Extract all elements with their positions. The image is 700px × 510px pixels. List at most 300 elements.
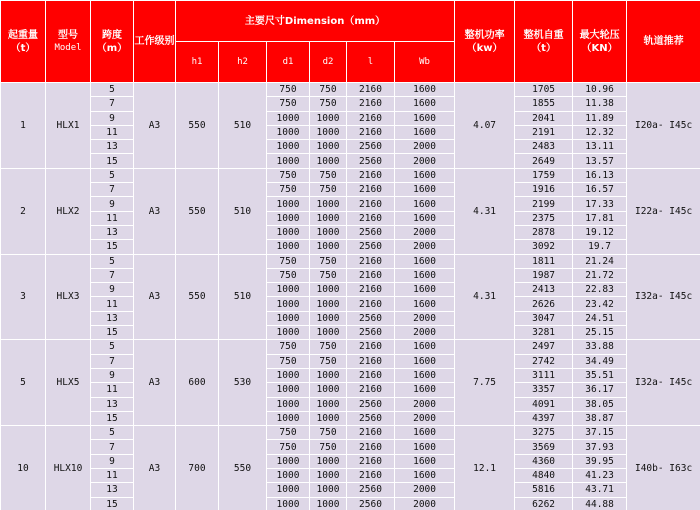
header-model-en: Model [54, 42, 82, 53]
cell-wb: 2000 [395, 311, 455, 325]
cell-weight: 2878 [515, 225, 573, 239]
cell-d1: 750 [267, 183, 310, 197]
cell-wb: 1600 [395, 254, 455, 268]
cell-wheel-load: 39.95 [573, 454, 627, 468]
cell-l: 2160 [347, 297, 395, 311]
cell-wb: 1600 [395, 125, 455, 139]
cell-span: 5 [91, 340, 134, 354]
cell-capacity: 10 [1, 426, 46, 510]
table-row [1, 268, 700, 282]
cell-wheel-load: 35.51 [573, 368, 627, 382]
cell-span: 7 [91, 183, 134, 197]
cell-span: 5 [91, 83, 134, 97]
table-row [1, 368, 700, 382]
table-row [1, 254, 700, 268]
cell-d2: 1000 [310, 326, 347, 340]
header-rail [627, 1, 700, 83]
cell-l: 2160 [347, 283, 395, 297]
cell-d2: 1000 [310, 383, 347, 397]
header-wheel-load-label: 最大轮压 [579, 29, 620, 41]
cell-d1: 1000 [267, 454, 310, 468]
cell-weight: 1759 [515, 168, 573, 182]
cell-l: 2560 [347, 497, 395, 510]
cell-weight: 4840 [515, 469, 573, 483]
cell-weight: 4091 [515, 397, 573, 411]
cell-capacity: 5 [1, 340, 46, 426]
table-body [1, 83, 700, 510]
cell-weight: 2413 [515, 283, 573, 297]
table-row [1, 497, 700, 510]
cell-l: 2160 [347, 454, 395, 468]
cell-capacity: 3 [1, 254, 46, 340]
header-span-unit: （m） [96, 42, 128, 54]
cell-wheel-load: 44.88 [573, 497, 627, 510]
cell-wheel-load: 21.24 [573, 254, 627, 268]
cell-wheel-load: 17.33 [573, 197, 627, 211]
cell-weight: 2041 [515, 111, 573, 125]
table-row [1, 197, 700, 211]
cell-wheel-load: 19.12 [573, 225, 627, 239]
cell-wheel-load: 38.05 [573, 397, 627, 411]
cell-capacity: 1 [1, 83, 46, 169]
table-row [1, 440, 700, 454]
cell-wheel-load: 12.32 [573, 125, 627, 139]
cell-grade: A3 [134, 426, 176, 510]
cell-wheel-load: 22.83 [573, 283, 627, 297]
cell-l: 2160 [347, 426, 395, 440]
cell-power: 4.07 [455, 83, 515, 169]
cell-wheel-load: 23.42 [573, 297, 627, 311]
cell-weight: 3357 [515, 383, 573, 397]
cell-wheel-load: 37.93 [573, 440, 627, 454]
cell-wheel-load: 11.38 [573, 97, 627, 111]
cell-d2: 1000 [310, 283, 347, 297]
cell-l: 2560 [347, 397, 395, 411]
cell-d2: 750 [310, 183, 347, 197]
cell-weight: 3275 [515, 426, 573, 440]
cell-wb: 1600 [395, 83, 455, 97]
cell-wb: 1600 [395, 111, 455, 125]
header-wb: Wb [395, 42, 455, 83]
table-row [1, 140, 700, 154]
cell-grade: A3 [134, 340, 176, 426]
cell-d2: 1000 [310, 154, 347, 168]
cell-span: 5 [91, 426, 134, 440]
cell-l: 2160 [347, 440, 395, 454]
cell-d2: 1000 [310, 140, 347, 154]
cell-span: 5 [91, 168, 134, 182]
header-d2: d2 [310, 42, 347, 83]
cell-span: 11 [91, 211, 134, 225]
header-l: l [347, 42, 395, 83]
cell-d2: 1000 [310, 311, 347, 325]
cell-d1: 1000 [267, 240, 310, 254]
cell-d2: 1000 [310, 483, 347, 497]
cell-d1: 1000 [267, 326, 310, 340]
cell-wb: 1600 [395, 340, 455, 354]
header-capacity [1, 1, 46, 83]
cell-weight: 4360 [515, 454, 573, 468]
cell-grade: A3 [134, 83, 176, 169]
cell-span: 9 [91, 197, 134, 211]
cell-l: 2560 [347, 154, 395, 168]
cell-d1: 1000 [267, 225, 310, 239]
cell-weight: 2497 [515, 340, 573, 354]
table-row [1, 397, 700, 411]
header-dimension-label: 主要尺寸Dimension（mm） [244, 15, 386, 27]
cell-span: 11 [91, 469, 134, 483]
cell-span: 9 [91, 283, 134, 297]
cell-l: 2160 [347, 97, 395, 111]
cell-model: HLX5 [46, 340, 91, 426]
cell-rail: I40b- I63c [627, 426, 700, 510]
cell-wheel-load: 41.23 [573, 469, 627, 483]
cell-h1: 550 [176, 168, 219, 254]
cell-d2: 750 [310, 83, 347, 97]
cell-wheel-load: 16.57 [573, 183, 627, 197]
cell-wheel-load: 37.15 [573, 426, 627, 440]
cell-d1: 1000 [267, 497, 310, 510]
cell-span: 15 [91, 497, 134, 510]
cell-d1: 750 [267, 354, 310, 368]
header-power-unit: （kw） [466, 42, 503, 54]
cell-wheel-load: 16.13 [573, 168, 627, 182]
header-h1: h1 [176, 42, 219, 83]
cell-l: 2560 [347, 225, 395, 239]
table-row [1, 83, 700, 97]
cell-weight: 3047 [515, 311, 573, 325]
cell-weight: 4397 [515, 411, 573, 425]
cell-d1: 750 [267, 83, 310, 97]
header-model [46, 1, 91, 83]
cell-d1: 750 [267, 340, 310, 354]
table-row [1, 111, 700, 125]
cell-l: 2160 [347, 197, 395, 211]
cell-l: 2160 [347, 368, 395, 382]
cell-weight: 2483 [515, 140, 573, 154]
cell-h2: 550 [219, 426, 267, 510]
cell-l: 2560 [347, 311, 395, 325]
table-row [1, 426, 700, 440]
cell-wheel-load: 13.11 [573, 140, 627, 154]
cell-weight: 2191 [515, 125, 573, 139]
cell-l: 2560 [347, 240, 395, 254]
cell-d1: 1000 [267, 140, 310, 154]
cell-model: HLX2 [46, 168, 91, 254]
cell-weight: 1987 [515, 268, 573, 282]
cell-wb: 1600 [395, 383, 455, 397]
table-row [1, 183, 700, 197]
cell-d2: 1000 [310, 411, 347, 425]
cell-span: 13 [91, 397, 134, 411]
cell-span: 7 [91, 354, 134, 368]
table-row [1, 211, 700, 225]
header-wheel-load [573, 1, 627, 83]
cell-d2: 1000 [310, 240, 347, 254]
header-power-label: 整机功率 [464, 29, 505, 41]
cell-d1: 750 [267, 254, 310, 268]
cell-span: 9 [91, 454, 134, 468]
cell-l: 2160 [347, 211, 395, 225]
cell-weight: 3092 [515, 240, 573, 254]
cell-h1: 550 [176, 254, 219, 340]
cell-span: 15 [91, 240, 134, 254]
cell-l: 2160 [347, 125, 395, 139]
header-wheel-load-unit: （KN） [581, 42, 618, 54]
cell-h2: 530 [219, 340, 267, 426]
cell-weight: 1855 [515, 97, 573, 111]
header-weight-unit: （t） [531, 42, 556, 54]
table-row [1, 240, 700, 254]
cell-model: HLX10 [46, 426, 91, 510]
cell-rail: I20a- I45c [627, 83, 700, 169]
table-header [1, 1, 700, 83]
cell-wb: 2000 [395, 240, 455, 254]
cell-span: 13 [91, 483, 134, 497]
cell-span: 15 [91, 326, 134, 340]
cell-wb: 1600 [395, 297, 455, 311]
table-row [1, 125, 700, 139]
cell-span: 7 [91, 97, 134, 111]
cell-l: 2160 [347, 111, 395, 125]
cell-l: 2160 [347, 354, 395, 368]
table-row [1, 225, 700, 239]
cell-d1: 1000 [267, 125, 310, 139]
cell-grade: A3 [134, 168, 176, 254]
cell-wheel-load: 38.87 [573, 411, 627, 425]
cell-wb: 2000 [395, 225, 455, 239]
cell-model: HLX1 [46, 83, 91, 169]
table-row [1, 311, 700, 325]
cell-h1: 600 [176, 340, 219, 426]
cell-l: 2160 [347, 383, 395, 397]
cell-d2: 1000 [310, 197, 347, 211]
cell-d2: 1000 [310, 111, 347, 125]
table-row [1, 469, 700, 483]
cell-wb: 2000 [395, 326, 455, 340]
cell-d2: 1000 [310, 368, 347, 382]
cell-wb: 1600 [395, 97, 455, 111]
cell-l: 2160 [347, 268, 395, 282]
table-row [1, 297, 700, 311]
cell-d1: 750 [267, 426, 310, 440]
cell-l: 2560 [347, 411, 395, 425]
cell-wb: 1600 [395, 183, 455, 197]
table-row [1, 454, 700, 468]
header-grade [134, 1, 176, 83]
cell-wb: 1600 [395, 197, 455, 211]
table-row [1, 326, 700, 340]
cell-wheel-load: 34.49 [573, 354, 627, 368]
cell-d1: 1000 [267, 383, 310, 397]
cell-wb: 2000 [395, 154, 455, 168]
cell-d2: 750 [310, 168, 347, 182]
cell-wb: 1600 [395, 168, 455, 182]
cell-wheel-load: 19.7 [573, 240, 627, 254]
cell-wb: 1600 [395, 368, 455, 382]
cell-span: 5 [91, 254, 134, 268]
header-rail-label: 轨道推荐 [643, 36, 684, 47]
cell-d1: 1000 [267, 211, 310, 225]
cell-wb: 1600 [395, 426, 455, 440]
cell-weight: 2199 [515, 197, 573, 211]
cell-d1: 1000 [267, 483, 310, 497]
cell-span: 7 [91, 440, 134, 454]
cell-d1: 750 [267, 268, 310, 282]
cell-h2: 510 [219, 254, 267, 340]
cell-d1: 1000 [267, 283, 310, 297]
header-weight [515, 1, 573, 83]
cell-wb: 1600 [395, 354, 455, 368]
cell-rail: I32a- I45c [627, 254, 700, 340]
cell-h2: 510 [219, 83, 267, 169]
cell-span: 11 [91, 383, 134, 397]
cell-weight: 6262 [515, 497, 573, 510]
table-row [1, 340, 700, 354]
cell-l: 2160 [347, 340, 395, 354]
cell-d2: 1000 [310, 454, 347, 468]
cell-power: 7.75 [455, 340, 515, 426]
cell-wheel-load: 25.15 [573, 326, 627, 340]
cell-weight: 3281 [515, 326, 573, 340]
cell-d2: 750 [310, 268, 347, 282]
cell-wheel-load: 43.71 [573, 483, 627, 497]
cell-wb: 2000 [395, 140, 455, 154]
header-dimension [176, 1, 455, 42]
cell-d2: 1000 [310, 211, 347, 225]
cell-wheel-load: 11.89 [573, 111, 627, 125]
cell-wb: 1600 [395, 469, 455, 483]
cell-h1: 550 [176, 83, 219, 169]
cell-weight: 3569 [515, 440, 573, 454]
cell-d2: 750 [310, 340, 347, 354]
cell-weight: 1916 [515, 183, 573, 197]
table-row [1, 168, 700, 182]
cell-weight: 1705 [515, 83, 573, 97]
cell-span: 13 [91, 311, 134, 325]
table-row [1, 383, 700, 397]
cell-d1: 1000 [267, 368, 310, 382]
header-span [91, 1, 134, 83]
cell-wheel-load: 17.81 [573, 211, 627, 225]
cell-d2: 1000 [310, 125, 347, 139]
cell-rail: I22a- I45c [627, 168, 700, 254]
cell-span: 13 [91, 225, 134, 239]
table-row [1, 411, 700, 425]
cell-weight: 2649 [515, 154, 573, 168]
header-d1: d1 [267, 42, 310, 83]
cell-grade: A3 [134, 254, 176, 340]
header-capacity-unit: （t） [10, 42, 36, 54]
cell-weight: 2626 [515, 297, 573, 311]
cell-wb: 1600 [395, 283, 455, 297]
cell-wb: 1600 [395, 211, 455, 225]
cell-wheel-load: 24.51 [573, 311, 627, 325]
cell-d1: 1000 [267, 297, 310, 311]
cell-h2: 510 [219, 168, 267, 254]
cell-d2: 1000 [310, 469, 347, 483]
header-model-label: 型号 [58, 29, 78, 41]
cell-span: 13 [91, 140, 134, 154]
cell-wheel-load: 21.72 [573, 268, 627, 282]
cell-d1: 750 [267, 440, 310, 454]
cell-wb: 2000 [395, 411, 455, 425]
cell-d1: 1000 [267, 311, 310, 325]
header-weight-label: 整机自重 [523, 29, 564, 41]
cell-d1: 1000 [267, 154, 310, 168]
cell-span: 15 [91, 154, 134, 168]
header-h2: h2 [219, 42, 267, 83]
cell-wheel-load: 36.17 [573, 383, 627, 397]
header-capacity-label: 起重量 [8, 29, 38, 41]
cell-weight: 2742 [515, 354, 573, 368]
cell-d2: 1000 [310, 397, 347, 411]
cell-d1: 1000 [267, 397, 310, 411]
cell-d2: 1000 [310, 497, 347, 510]
cell-l: 2560 [347, 140, 395, 154]
cell-d1: 1000 [267, 197, 310, 211]
cell-wb: 2000 [395, 397, 455, 411]
cell-d2: 750 [310, 440, 347, 454]
table-row [1, 97, 700, 111]
cell-weight: 5816 [515, 483, 573, 497]
cell-h1: 700 [176, 426, 219, 510]
cell-power: 4.31 [455, 254, 515, 340]
table-row [1, 154, 700, 168]
cell-model: HLX3 [46, 254, 91, 340]
cell-l: 2160 [347, 469, 395, 483]
cell-l: 2160 [347, 254, 395, 268]
cell-capacity: 2 [1, 168, 46, 254]
cell-wb: 1600 [395, 440, 455, 454]
cell-d2: 750 [310, 426, 347, 440]
cell-d2: 750 [310, 354, 347, 368]
cell-l: 2160 [347, 83, 395, 97]
cell-wheel-load: 10.96 [573, 83, 627, 97]
table-row [1, 483, 700, 497]
cell-d1: 1000 [267, 469, 310, 483]
cell-d1: 750 [267, 168, 310, 182]
cell-wb: 1600 [395, 454, 455, 468]
cell-weight: 1811 [515, 254, 573, 268]
cell-d2: 1000 [310, 225, 347, 239]
cell-d1: 750 [267, 97, 310, 111]
cell-d2: 1000 [310, 297, 347, 311]
cell-span: 11 [91, 297, 134, 311]
header-grade-label: 工作级别 [134, 36, 175, 47]
cell-span: 9 [91, 111, 134, 125]
cell-weight: 2375 [515, 211, 573, 225]
cell-wb: 2000 [395, 497, 455, 510]
cell-rail: I32a- I45c [627, 340, 700, 426]
cell-power: 4.31 [455, 168, 515, 254]
cell-d2: 750 [310, 254, 347, 268]
cell-wheel-load: 33.88 [573, 340, 627, 354]
header-span-label: 跨度 [102, 29, 122, 41]
cell-d2: 750 [310, 97, 347, 111]
table-row [1, 283, 700, 297]
cell-weight: 3111 [515, 368, 573, 382]
cell-l: 2160 [347, 168, 395, 182]
table-row [1, 354, 700, 368]
cell-l: 2160 [347, 183, 395, 197]
cell-span: 15 [91, 411, 134, 425]
cell-span: 9 [91, 368, 134, 382]
header-power [455, 1, 515, 83]
cell-wheel-load: 13.57 [573, 154, 627, 168]
cell-power: 12.1 [455, 426, 515, 510]
cell-l: 2560 [347, 326, 395, 340]
